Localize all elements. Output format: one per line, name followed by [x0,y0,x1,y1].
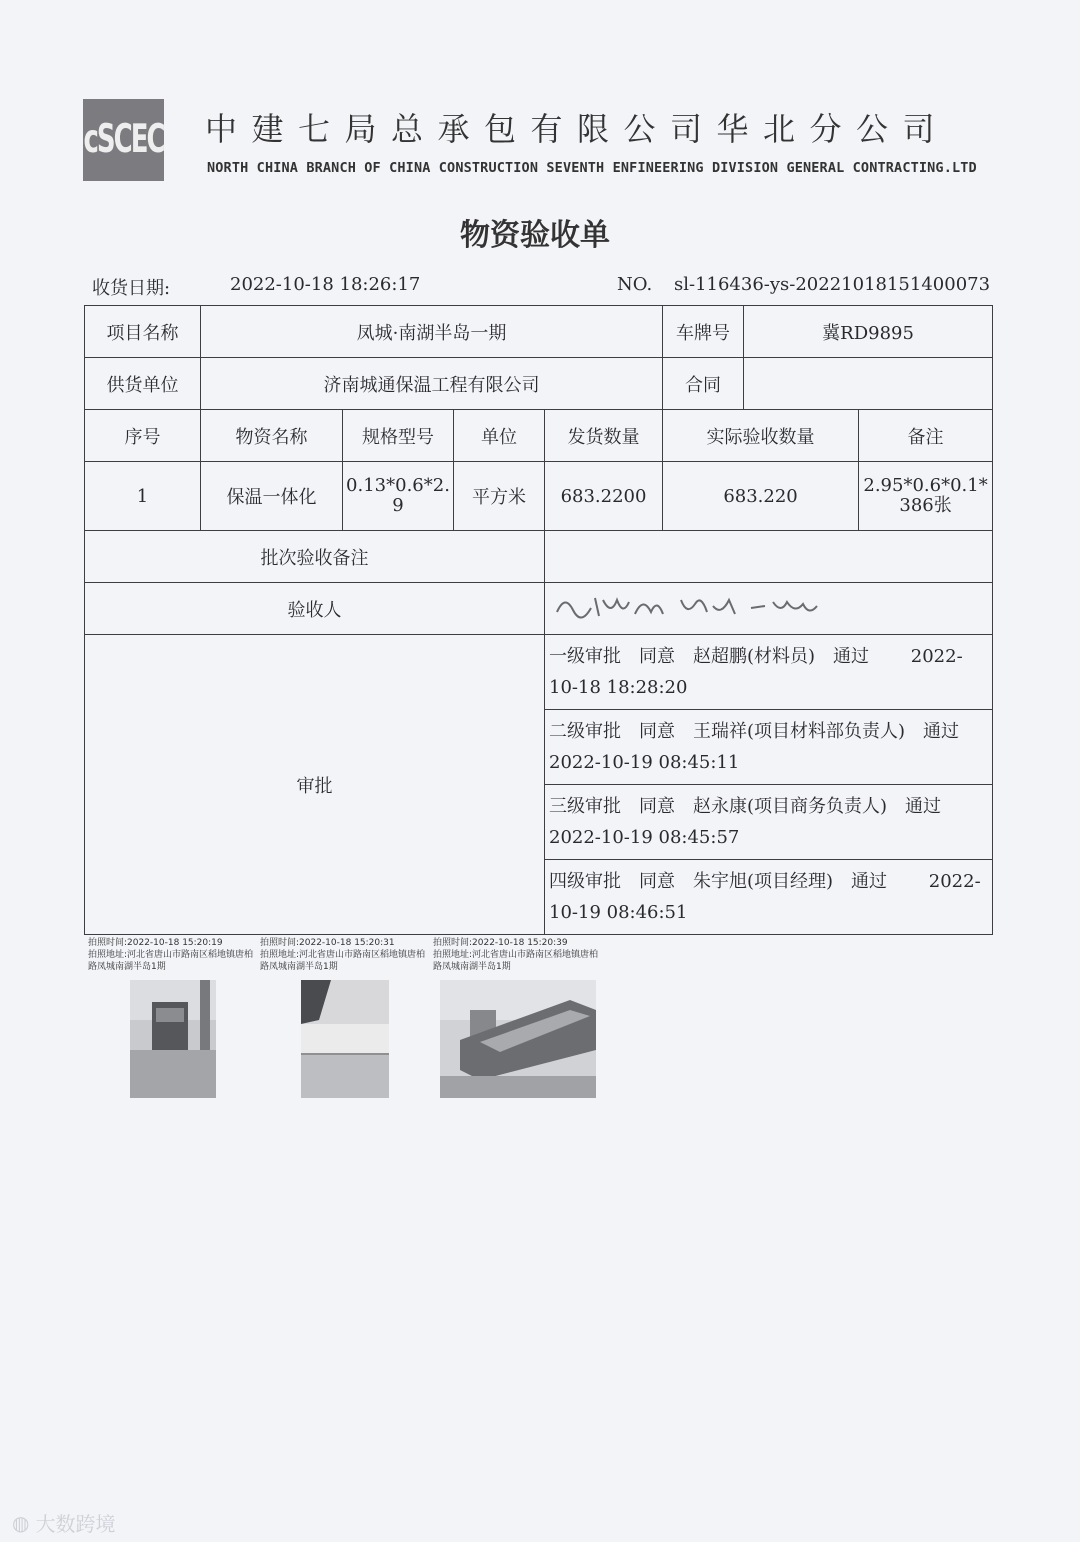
photo-caption-2 [260,937,430,973]
supplier-value: 济南城通保温工程有限公司 [201,358,663,410]
receive-date-label: 收货日期: [92,278,171,299]
photo-time: 拍照时间:2022-10-18 15:20:19 [88,938,223,948]
approval-level-3: 三级审批 同意 赵永康(项目商务负责人) 通过2022-10-19 08:45:57 [545,785,993,860]
batch-note-label: 批次验收备注 [85,531,545,583]
photo-panel-closeup [301,980,389,1098]
photo-address: 拍照地址:河北省唐山市路南区稻地镇唐柏路凤城南湖半岛1期 [433,950,599,972]
cell-spec: 0.13*0.6*2.9 [343,462,454,531]
photo-time: 拍照时间:2022-10-18 15:20:39 [433,938,568,948]
photo-address: 拍照地址:河北省唐山市路南区稻地镇唐柏路凤城南湖半岛1期 [88,950,254,972]
watermark-text: 大数跨境 [35,1512,116,1536]
logo-text: cSCEC [83,117,164,163]
col-header-name: 物资名称 [201,410,343,462]
inspector-signature [545,583,993,635]
document-title: 物资验收单 [460,218,610,253]
doc-number-label: NO. [617,274,653,295]
project-value: 凤城·南湖半岛一期 [201,306,663,358]
contract-value [744,358,993,410]
cell-name: 保温一体化 [201,462,343,531]
cell-seq: 1 [85,462,201,531]
photo-caption-3 [433,937,603,973]
weibo-icon: ◍ [12,1510,30,1535]
company-logo [83,99,164,181]
plate-value: 冀RD9895 [744,306,993,358]
photo-truck-load [440,980,596,1098]
photo-address: 拍照地址:河北省唐山市路南区稻地镇唐柏路凤城南湖半岛1期 [260,950,426,972]
doc-number-value: sl-116436-ys-20221018151400073 [674,274,991,295]
contract-label: 合同 [663,358,744,410]
col-header-remark: 备注 [859,410,993,462]
supplier-label: 供货单位 [85,358,201,410]
batch-note-value [545,531,993,583]
watermark [12,1508,115,1537]
cell-accepted: 683.220 [663,462,859,531]
receive-date-value: 2022-10-18 18:26:17 [230,274,421,295]
col-header-spec: 规格型号 [343,410,454,462]
cell-remark: 2.95*0.6*0.1*386张 [859,462,993,531]
photo-time: 拍照时间:2022-10-18 15:20:31 [260,938,395,948]
col-header-unit: 单位 [454,410,545,462]
approval-level-2: 二级审批 同意 王瑞祥(项目材料部负责人) 通过 2022-10-19 08:45:11 [545,710,993,785]
approval-label: 审批 [85,635,545,935]
photo-caption-1 [88,937,258,973]
approval-level-4: 四级审批 同意 朱宇旭(项目经理) 通过 2022-10-19 08:46:51 [545,860,993,935]
company-name-en: NORTH CHINA BRANCH OF CHINA CONSTRUCTION SEVENTH ENFINEERING DIVISION GENERAL CONTRACTING.LTD [207,160,977,176]
col-header-accepted: 实际验收数量 [663,410,859,462]
photo-truck-front [130,980,216,1098]
inspector-label: 验收人 [85,583,545,635]
handwritten-signature [551,586,851,626]
acceptance-table [84,305,993,935]
project-label: 项目名称 [85,306,201,358]
col-header-shipped: 发货数量 [545,410,663,462]
cell-unit: 平方米 [454,462,545,531]
approval-level-1: 一级审批 同意 赵超鹏(材料员) 通过 2022-10-18 18:28:20 [545,635,993,710]
cell-shipped: 683.2200 [545,462,663,531]
company-name-cn: 中建七局总承包有限公司华北分公司 [205,110,950,148]
col-header-seq: 序号 [85,410,201,462]
plate-label: 车牌号 [663,306,744,358]
table-row [85,462,993,531]
